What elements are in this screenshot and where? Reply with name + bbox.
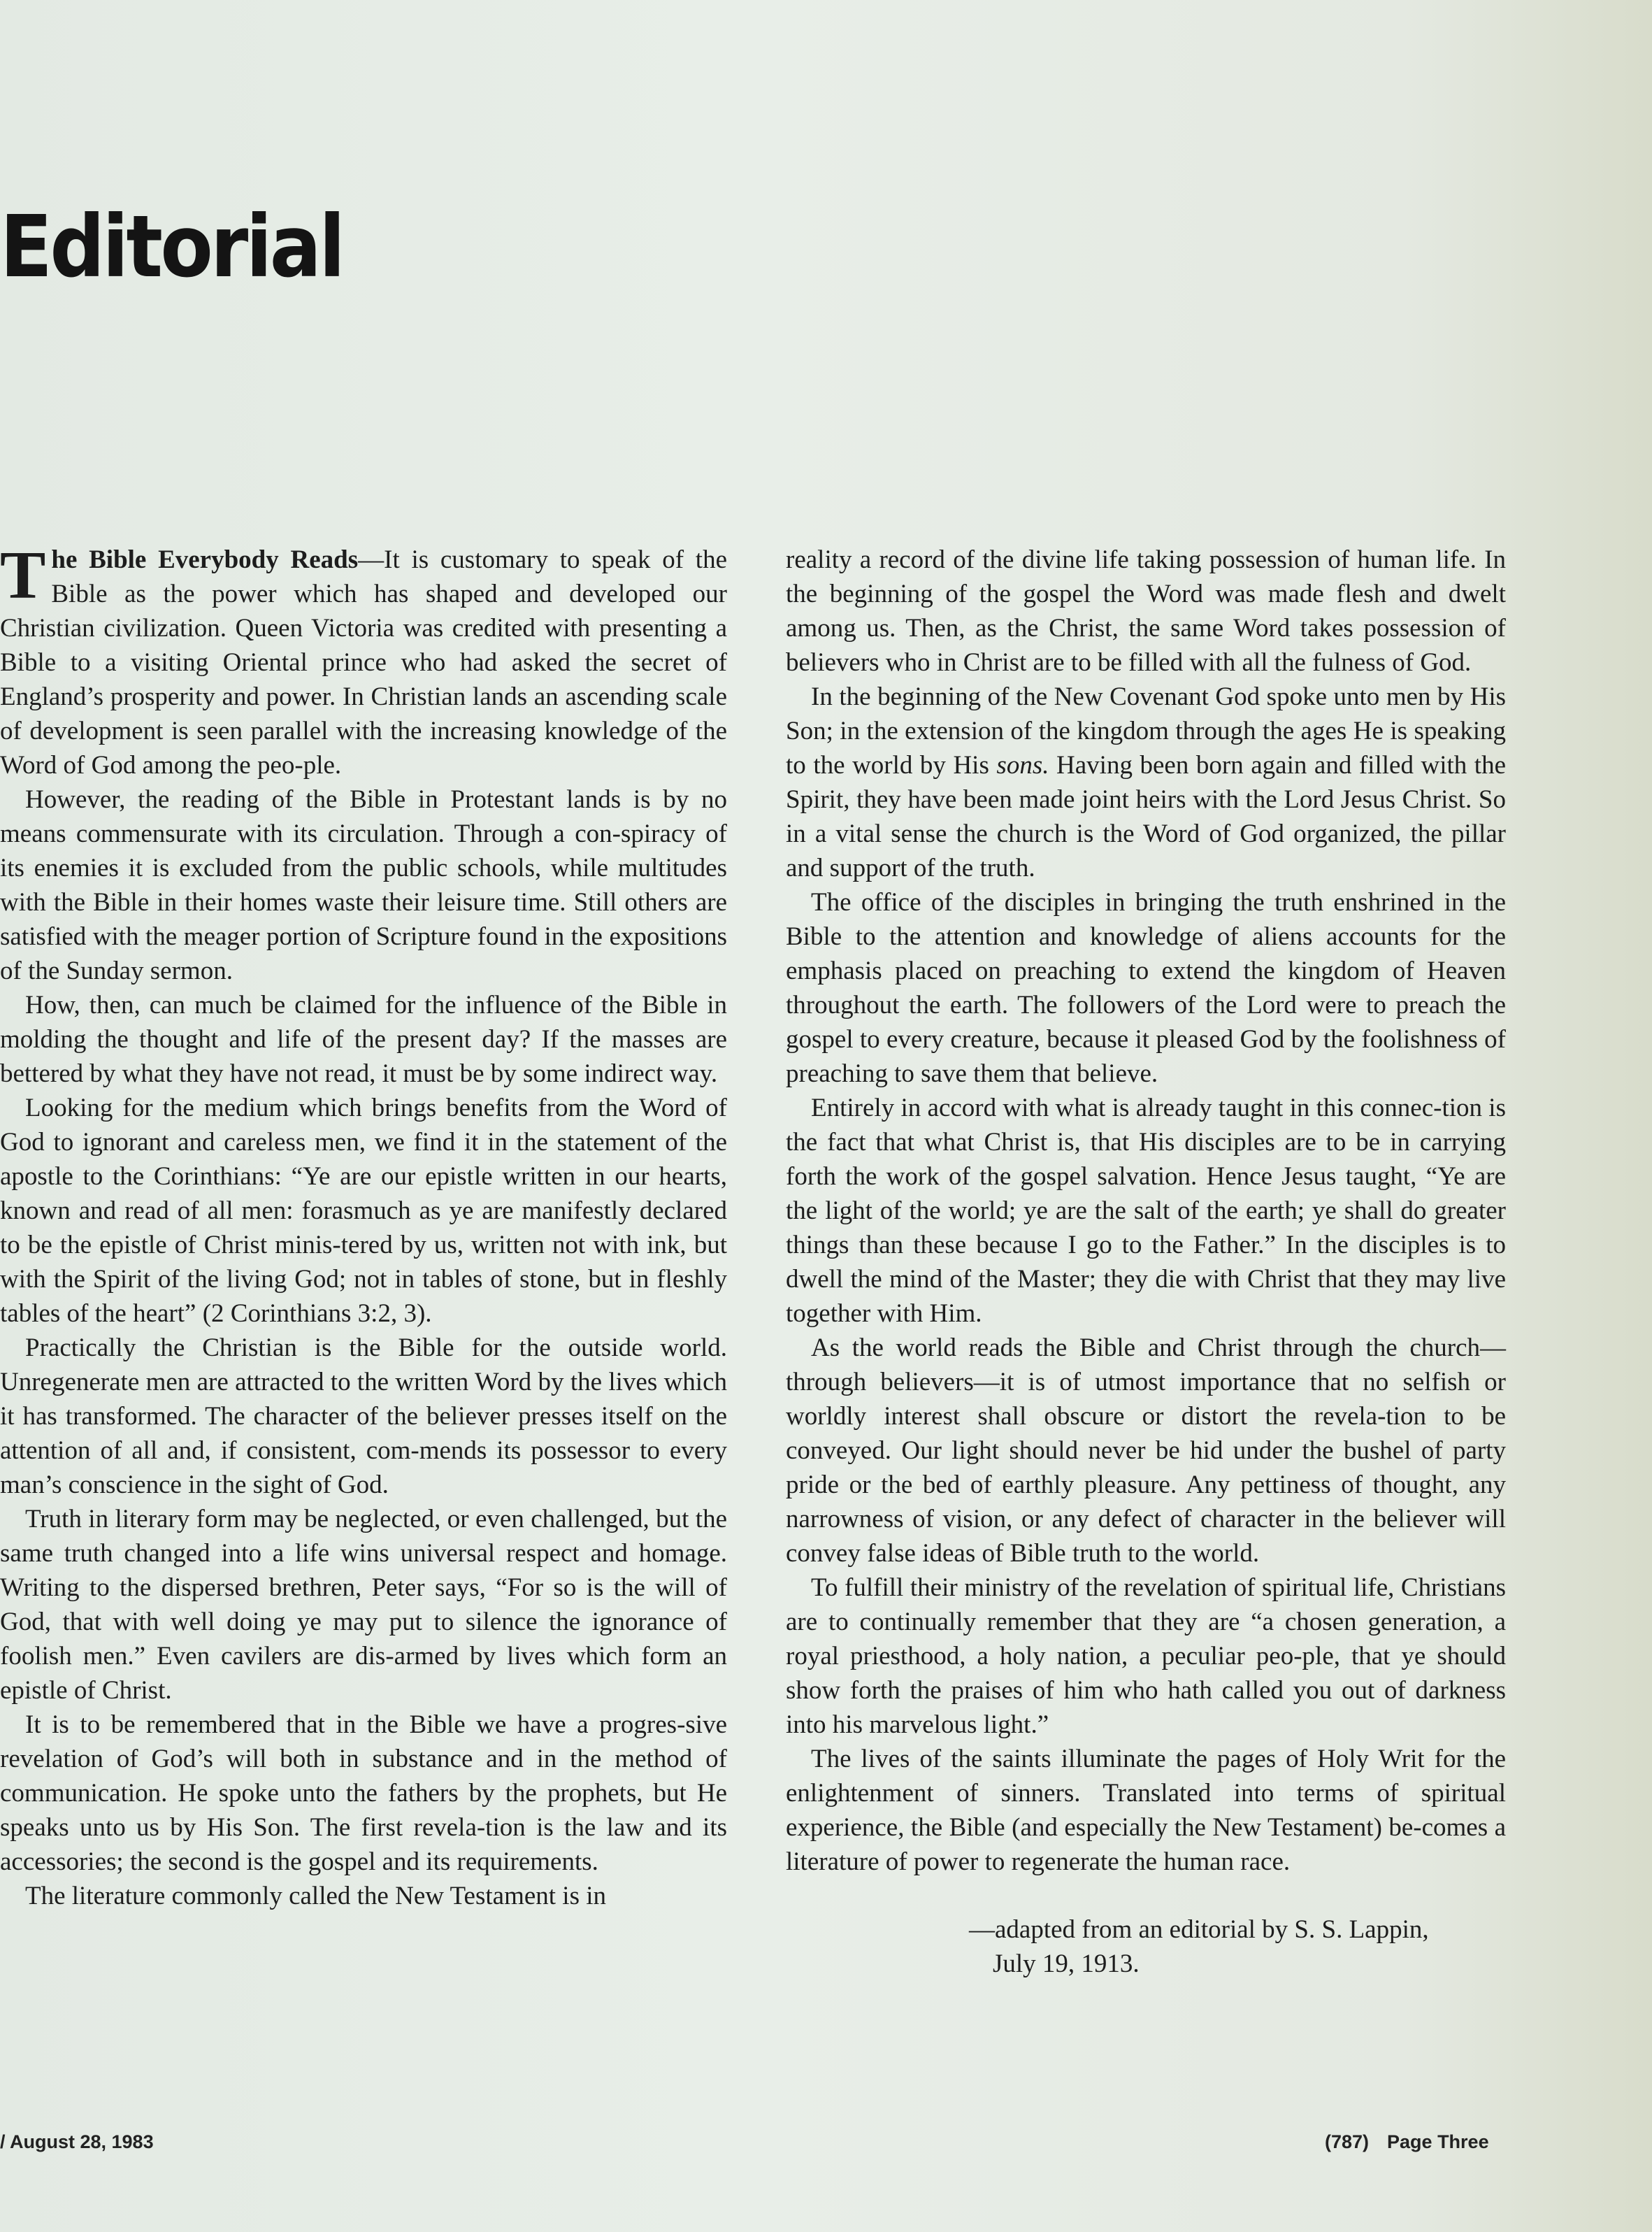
page-number-code: (787)	[1325, 2131, 1370, 2152]
paragraph: Practically the Christian is the Bible for the outside world. Unregenerate men are attracted to the written Word by the lives which it has transformed. The character of the believer presses itself on the attention of all and, if consistent, com-mends its possessor to every man’s conscience in the sight of God.	[0, 1333, 727, 1499]
paragraph: The office of the disciples in bringing the truth enshrined in the Bible to the attention and knowledge of aliens accounts for the emphasis placed on preaching to extend the kingdom of Heaven throughout the earth. The followers of the Lord were to preach the gospel to every creature, because it pleased God by the foolishness of preaching to save them that believe.	[786, 888, 1506, 1088]
attribution-date: July 19, 1913.	[993, 1950, 1140, 1978]
paragraph: As the world reads the Bible and Christ through the church—through believers—it is of utmost importance that no selfish or worldly interest shall obscure or distort the revela-tion to be conveyed. Our light should never be hid under the bushel of party pride or the bed of earthly pleasure. Any pettiness of thought, any narrowness of vision, or any defect of character in the believer will convey false ideas of Bible truth to the world.	[786, 1333, 1506, 1568]
paragraph: The lives of the saints illuminate the pages of Holy Writ for the enlightenment of sinners. Translated into terms of spiritual experience, the Bible (and especially the New Testament) be-comes a literature of power to regenerate the human race.	[786, 1745, 1506, 1876]
paragraph: Entirely in accord with what is already taught in this connec-tion is the fact that what Christ is, that His disciples are to be in carrying forth the work of the gospel salvation. Hence Jesus taught, “Ye are the light of the world; ye are the salt of the earth; ye shall do greater things than these because I go to the Father.” In the disciples is to dwell the mind of the Master; they die with Christ that they may live together with Him.	[786, 1094, 1506, 1328]
paragraph: It is to be remembered that in the Bible we have a progres-sive revelation of God’s will both in substance and in the method of communication. He spoke unto the fathers by the prophets, but He speaks unto us by His Son. The first revela-tion is the law and its accessories; the second is the gospel and its requirements.	[0, 1710, 727, 1876]
paragraph-text: —It is customary to speak of the Bible as the power which has shaped and developed our Christian civilization. Queen Victoria was credited with presenting a Bible to a visiting Oriental prince who had asked the secret of England’s prosperity and power. In Christian lands an ascending scale of development is seen parallel with the increasing knowledge of the Word of God among the peo-ple.	[0, 545, 727, 780]
paragraph-text: Having been born again and filled with the Spirit, they have been made joint heirs with the Lord Jesus Christ. So in a vital sense the church is the Word of God organized, the pillar and support of the truth.	[786, 751, 1507, 882]
paragraph-lead	[0, 538, 727, 782]
paragraph: However, the reading of the Bible in Protestant lands is by no means commensurate with its circulation. Through a con-spiracy of its enemies it is excluded from the public schools, while multitudes with the Bible in their homes waste their leisure time. Still others are satisfied with the meager portion of Scripture found in the expositions of the Sunday sermon.	[0, 785, 727, 985]
lead-heading: he Bible Everybody Reads	[51, 545, 359, 574]
paragraph-text: In the beginning of the New Covenant God spoke unto men by His Son; in the extension of the kingdom through the ages He is speaking to the world by His	[786, 682, 1506, 780]
page-label: Page Three	[1387, 2131, 1489, 2152]
footer-page-info	[1325, 2131, 1489, 2153]
paragraph: Truth in literary form may be neglected, or even challenged, but the same truth changed into a life wins universal respect and homage. Writing to the dispersed brethren, Peter says, “For so is the will of God, that with well doing ye may put to silence the ignorance of foolish men.” Even cavilers are dis-armed by lives which form an epistle of Christ.	[0, 1505, 727, 1705]
paragraph: reality a record of the divine life taking possession of human life. In the beginning of the gospel the Word was made flesh and dwelt among us. Then, as the Christ, the same Word takes possession of believers who in Christ are to be filled with all the fulness of God.	[786, 545, 1506, 677]
drop-cap: T	[0, 538, 46, 613]
paragraph: To fulfill their ministry of the revelation of spiritual life, Christians are to continually remember that they are “a chosen generation, a royal priesthood, a holy nation, a peculiar peo-ple, that ye should show forth the praises of him who hath called you out of darkness into his marvelous light.”	[786, 1573, 1506, 1739]
paragraph	[786, 680, 1506, 885]
left-column	[0, 538, 727, 1913]
footer-date: / August 28, 1983	[0, 2131, 154, 2152]
attribution-source: —adapted from an editorial by S. S. Lappin,	[969, 1915, 1429, 1944]
emphasis-text: sons.	[996, 751, 1049, 780]
paragraph: Looking for the medium which brings benefits from the Word of God to ignorant and careless men, we find it in the statement of the apostle to the Corinthians: “Ye are our epistle written in our hearts, known and read of all men: forasmuch as ye are manifestly declared to be the epistle of Christ minis-tered by us, written not with ink, but with the Spirit of the living God; not in tables of stone, but in fleshly tables of the heart” (2 Corinthians 3:2, 3).	[0, 1094, 727, 1328]
paragraph: How, then, can much be claimed for the influence of the Bible in molding the thought and life of the present day? If the masses are bettered by what they have not read, it must be by some indirect way.	[0, 991, 727, 1088]
attribution	[969, 1912, 1506, 1981]
paragraph: The literature commonly called the New Testament is in	[25, 1882, 607, 1910]
right-column	[786, 543, 1506, 1981]
page-title: Editorial	[0, 197, 343, 296]
